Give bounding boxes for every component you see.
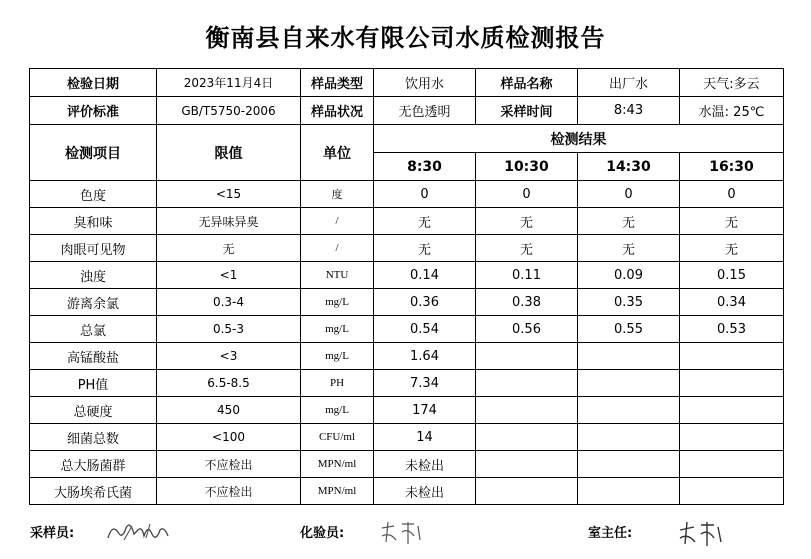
date-label: 检验日期 <box>30 69 157 97</box>
item-header: 检测项目 <box>30 125 157 181</box>
item-cell: 总大肠菌群 <box>30 451 157 478</box>
result-cell <box>680 343 784 370</box>
unit-cell: mg/L <box>301 316 374 343</box>
limit-cell: <1 <box>157 262 301 289</box>
result-cell: 0 <box>476 181 578 208</box>
result-cell: 0.15 <box>680 262 784 289</box>
sample-type-label: 样品类型 <box>301 69 374 97</box>
limit-cell: <15 <box>157 181 301 208</box>
result-cell <box>578 451 680 478</box>
result-cell: 无 <box>578 208 680 235</box>
item-cell: 游离余氯 <box>30 289 157 316</box>
unit-cell: MPN/ml <box>301 478 374 505</box>
result-cell: 1.64 <box>374 343 476 370</box>
table-row <box>30 316 784 343</box>
result-cell <box>476 478 578 505</box>
result-cell: 无 <box>476 235 578 262</box>
result-cell <box>680 451 784 478</box>
result-cell: 7.34 <box>374 370 476 397</box>
result-cell <box>476 343 578 370</box>
limit-header: 限值 <box>157 125 301 181</box>
result-cell <box>578 478 680 505</box>
inspector-signature <box>378 518 428 548</box>
result-cell <box>476 424 578 451</box>
sample-name-label: 样品名称 <box>476 69 578 97</box>
table-row <box>30 370 784 397</box>
result-cell: 0 <box>374 181 476 208</box>
info-row-1 <box>30 69 784 97</box>
time-header: 10:30 <box>476 153 578 181</box>
result-cell <box>476 397 578 424</box>
standard-label: 评价标准 <box>30 97 157 125</box>
limit-cell: 不应检出 <box>157 478 301 505</box>
limit-cell: 6.5-8.5 <box>157 370 301 397</box>
weather: 天气:多云 <box>680 69 784 97</box>
item-cell: 色度 <box>30 181 157 208</box>
sampling-time-label: 采样时间 <box>476 97 578 125</box>
limit-cell: 450 <box>157 397 301 424</box>
table-row <box>30 451 784 478</box>
result-cell: 0.38 <box>476 289 578 316</box>
result-cell <box>578 424 680 451</box>
result-cell: 0.09 <box>578 262 680 289</box>
sample-condition-label: 样品状况 <box>301 97 374 125</box>
result-cell: 0.35 <box>578 289 680 316</box>
result-cell <box>578 397 680 424</box>
table-row <box>30 181 784 208</box>
result-cell <box>476 451 578 478</box>
sample-type: 饮用水 <box>374 69 476 97</box>
result-cell <box>680 397 784 424</box>
result-cell <box>680 370 784 397</box>
unit-cell: 度 <box>301 181 374 208</box>
item-cell: 肉眼可见物 <box>30 235 157 262</box>
director-signature <box>676 518 728 550</box>
limit-cell: 不应检出 <box>157 451 301 478</box>
table-row <box>30 235 784 262</box>
result-cell <box>680 424 784 451</box>
result-cell: 0.11 <box>476 262 578 289</box>
time-header: 8:30 <box>374 153 476 181</box>
table-row <box>30 343 784 370</box>
time-header: 14:30 <box>578 153 680 181</box>
result-cell: 0.54 <box>374 316 476 343</box>
water-temperature: 水温: 25℃ <box>680 97 784 125</box>
unit-header: 单位 <box>301 125 374 181</box>
table-row <box>30 397 784 424</box>
unit-cell: / <box>301 235 374 262</box>
sample-name: 出厂水 <box>578 69 680 97</box>
result-cell: 无 <box>374 208 476 235</box>
sample-condition: 无色透明 <box>374 97 476 125</box>
inspector-label: 化验员: <box>300 526 345 541</box>
report-title: 衡南县自来水有限公司水质检测报告 <box>205 24 606 52</box>
unit-cell: CFU/ml <box>301 424 374 451</box>
result-cell: 14 <box>374 424 476 451</box>
result-cell: 无 <box>680 208 784 235</box>
item-cell: 细菌总数 <box>30 424 157 451</box>
item-cell: 大肠埃希氏菌 <box>30 478 157 505</box>
unit-cell: mg/L <box>301 289 374 316</box>
result-cell: 0 <box>680 181 784 208</box>
limit-cell: 无异味异臭 <box>157 208 301 235</box>
result-cell: 0.56 <box>476 316 578 343</box>
unit-cell: PH <box>301 370 374 397</box>
sampling-time: 8:43 <box>578 97 680 125</box>
result-cell: 0.34 <box>680 289 784 316</box>
limit-cell: 0.3-4 <box>157 289 301 316</box>
item-cell: PH值 <box>30 370 157 397</box>
unit-cell: MPN/ml <box>301 451 374 478</box>
result-cell: 0.53 <box>680 316 784 343</box>
result-cell: 0 <box>578 181 680 208</box>
limit-cell: <3 <box>157 343 301 370</box>
result-cell: 无 <box>578 235 680 262</box>
result-cell: 174 <box>374 397 476 424</box>
item-cell: 臭和味 <box>30 208 157 235</box>
unit-cell: mg/L <box>301 397 374 424</box>
header-row <box>30 125 784 153</box>
table-row <box>30 208 784 235</box>
unit-cell: / <box>301 208 374 235</box>
result-cell <box>680 478 784 505</box>
result-cell <box>578 343 680 370</box>
table-row <box>30 478 784 505</box>
item-cell: 浊度 <box>30 262 157 289</box>
info-row-2 <box>30 97 784 125</box>
item-cell: 总氯 <box>30 316 157 343</box>
result-cell: 未检出 <box>374 478 476 505</box>
result-cell: 无 <box>476 208 578 235</box>
result-cell: 0.36 <box>374 289 476 316</box>
evaluation-standard: GB/T5750-2006 <box>157 97 301 125</box>
limit-cell: <100 <box>157 424 301 451</box>
item-cell: 高锰酸盐 <box>30 343 157 370</box>
test-date: 2023年11月4日 <box>157 69 301 97</box>
table-row <box>30 289 784 316</box>
item-cell: 总硬度 <box>30 397 157 424</box>
result-cell: 未检出 <box>374 451 476 478</box>
sampler-signature <box>104 518 174 548</box>
result-cell: 0.55 <box>578 316 680 343</box>
limit-cell: 无 <box>157 235 301 262</box>
result-cell: 无 <box>680 235 784 262</box>
sampler-label: 采样员: <box>30 526 75 541</box>
result-cell: 无 <box>374 235 476 262</box>
unit-cell: NTU <box>301 262 374 289</box>
unit-cell: mg/L <box>301 343 374 370</box>
water-quality-table <box>29 68 784 505</box>
result-cell <box>578 370 680 397</box>
table-row <box>30 262 784 289</box>
director-label: 室主任: <box>588 526 633 541</box>
result-cell: 0.14 <box>374 262 476 289</box>
time-header: 16:30 <box>680 153 784 181</box>
table-row <box>30 424 784 451</box>
results-header: 检测结果 <box>374 125 784 153</box>
limit-cell: 0.5-3 <box>157 316 301 343</box>
result-cell <box>476 370 578 397</box>
